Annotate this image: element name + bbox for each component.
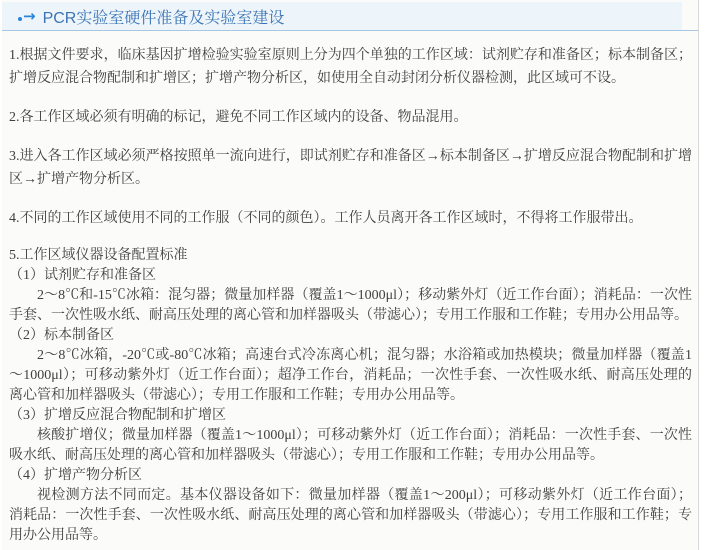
arrow-icon: →: [18, 7, 36, 25]
paragraph-1: 1.根据文件要求，临床基因扩增检验实验室原则上分为四个单独的工作区域：试剂贮存和准备区；标本制备区；扩增反应混合物配制和扩增区；扩增产物分析区，如使用全自动封闭分析仪器检测，此区域可不设。: [9, 48, 692, 86]
paragraph-2: 2.各工作区域必须有明确的标记，避免不同工作区域内的设备、物品混用。: [9, 110, 468, 125]
page-title: PCR实验室硬件准备及实验室建设: [42, 9, 285, 27]
zone-1-title: （1）试剂贮存和准备区: [9, 268, 156, 283]
article-body: [2, 31, 698, 546]
section-header: [2, 0, 698, 31]
zone-3-title: （3）扩增反应混合物配制和扩增区: [9, 408, 226, 423]
zone-4-equipment: 视检测方法不同而定。基本仪器设备如下：微量加样器（覆盖1～200μl）；可移动紫外灯（近工作台面）；消耗品：一次性手套、一次性吸水纸、耐高压处理的离心管和加样器吸头（带滤心）；专用工作服和工作鞋；专用办公用品等。: [9, 488, 692, 543]
content-area: [2, 0, 699, 550]
zone-3-equipment: 核酸扩增仪；微量加样器（覆盖1～1000μl）；可移动紫外灯（近工作台面）；消耗品：一次性手套、一次性吸水纸、耐高压处理的离心管和加样器吸头（带滤心）；专用工作服和工作鞋；专用办公用品等。: [9, 428, 692, 463]
zone-2-equipment: 2～8℃冰箱，-20℃或-80℃冰箱；高速台式冷冻离心机；混匀器；水浴箱或加热模块；微量加样器（覆盖1～1000μl）；可移动紫外灯（近工作台面）；超净工作台，消耗品；一次性手套、一次性吸水纸、耐高压处理的离心管和加样器吸头（带滤心）；专用工作服和工作鞋；专用办公用品等。: [9, 348, 692, 403]
section-heading: 5.工作区域仪器设备配置标准: [9, 248, 188, 263]
zone-1-equipment: 2～8℃和-15℃冰箱：混匀器；微量加样器（覆盖1～1000μl）；移动紫外灯（近工作台面）；消耗品：一次性手套、一次性吸水纸、耐高压处理的离心管和加样器吸头（带滤心）；专用工作服和工作鞋；专用办公用品等。: [9, 288, 692, 323]
paragraph-3: 3.进入各工作区域必须严格按照单一流向进行，即试剂贮存和准备区→标本制备区→扩增反应混合物配制和扩增区→扩增产物分析区。: [9, 149, 692, 187]
paragraph-4: 4.不同的工作区域使用不同的工作服（不同的颜色）。工作人员离开各工作区域时，不得将工作服带出。: [9, 211, 643, 226]
zone-2-title: （2）标本制备区: [9, 328, 114, 343]
title-bar: [2, 2, 682, 30]
equipment-standards-section: [9, 246, 692, 546]
zone-4-title: （4）扩增产物分析区: [9, 468, 142, 483]
